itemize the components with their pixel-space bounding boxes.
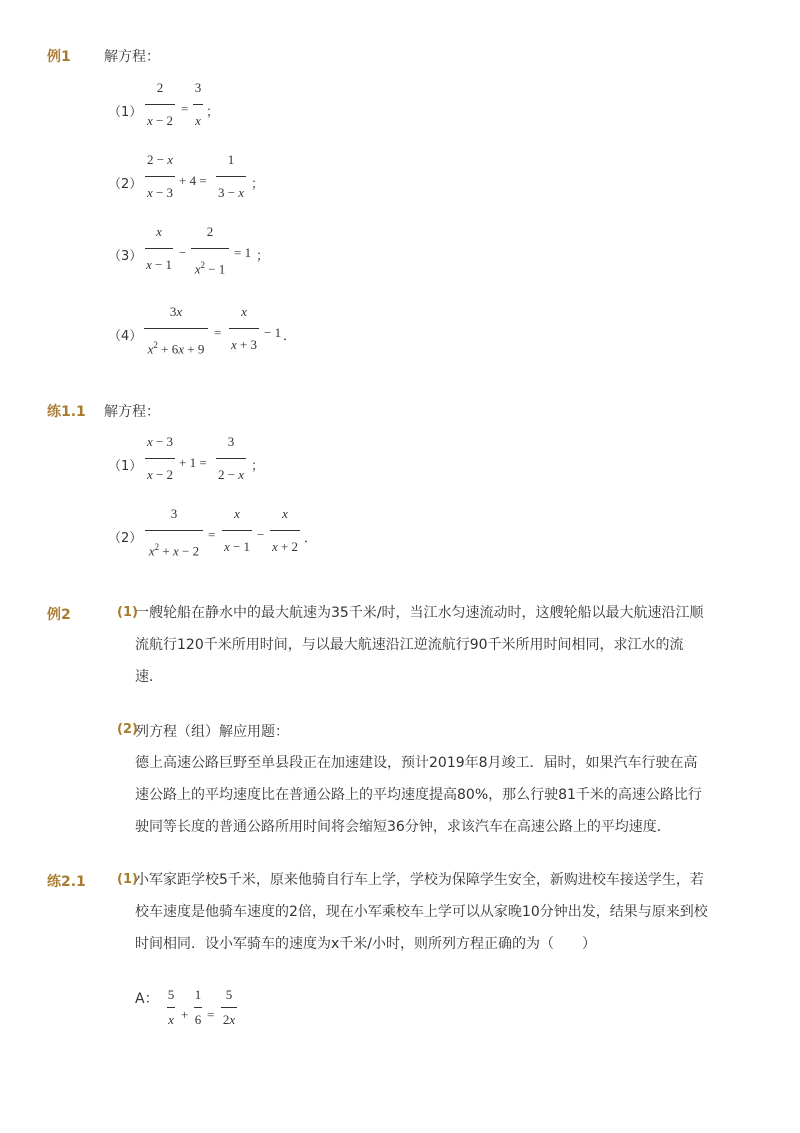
- fraction: 2 − x x − 3: [146, 152, 174, 200]
- text-line: 德上高速公路巨野至单县段正在加速建设，预计2019年8月竣工．届时，如果汽车行驶在高: [135, 755, 698, 771]
- eq-tail: ．: [283, 329, 297, 344]
- minus-sign: −: [179, 245, 187, 260]
- text-line: 速．: [135, 669, 163, 685]
- eq-tail: ；: [256, 249, 270, 264]
- fraction: 1 3 − x: [217, 152, 245, 200]
- practice-2-1-tag: 练2.1: [47, 874, 86, 890]
- equals-sign: =: [207, 1007, 215, 1022]
- equals-sign: =: [208, 527, 216, 542]
- example-2-tag: 例2: [47, 607, 71, 623]
- eq-tail: ；: [251, 177, 265, 192]
- part-2-label: (2): [117, 722, 138, 737]
- fraction: 3 $x^2 + x - 2$: [144, 506, 204, 559]
- part-1-label: (1): [117, 872, 138, 887]
- example-2-part-1-text-cont: [135, 629, 684, 693]
- fraction: 5 x: [167, 987, 175, 1027]
- equals-one: = 1: [234, 245, 252, 260]
- text-line: 校车速度是他骑车速度的2倍，现在小军乘校车上学可以从家晚10分钟出发，结果与原来到校: [135, 904, 708, 920]
- text-line: 速公路上的平均速度比在普通公路上的平均速度提高80%，那么行驶81千米的高速公路比行: [135, 787, 702, 803]
- minus-sign: −: [257, 527, 265, 542]
- fraction: x x − 1: [223, 506, 251, 554]
- fraction: 3 2 − x: [217, 434, 245, 482]
- practice-1-1-tag: 练1.1: [47, 404, 86, 420]
- fraction: 1 6: [194, 987, 202, 1027]
- equals-sign: =: [214, 325, 222, 340]
- fraction: x x + 3: [230, 304, 258, 352]
- text-line: 流航行120千米所用时间，与以最大航速沿江逆流航行90千米所用时间相同，求江水的流: [135, 637, 684, 653]
- text-line: 一艘轮船在静水中的最大航速为35千米/时，当江水匀速流动时，这艘轮船以最大航速沿江顺: [135, 605, 704, 621]
- eq-tail: ；: [206, 105, 220, 120]
- part-1-label: (1): [117, 605, 138, 620]
- plus-four: + 4 =: [179, 173, 207, 188]
- fraction: x x + 2: [271, 506, 299, 554]
- example-1-tag: 例1: [47, 49, 71, 65]
- plus-one: + 1 =: [179, 455, 207, 470]
- equals-sign: =: [181, 101, 189, 116]
- example-2-part-2-text: [135, 747, 702, 843]
- minus-one: − 1: [264, 325, 282, 340]
- fraction: 3 x: [194, 80, 202, 128]
- eq-label: （2）: [108, 177, 143, 192]
- plus-sign: +: [181, 1007, 189, 1022]
- fraction: 2 x − 2: [146, 80, 174, 128]
- part-2-title: 列方程（组）解应用题：: [135, 724, 289, 740]
- eq-label: （3）: [108, 249, 143, 264]
- eq-label: （4）: [108, 329, 143, 344]
- fraction: 5 2x: [222, 987, 236, 1027]
- option-a-label: A：: [135, 991, 159, 1007]
- fraction: 3x $x^2 + 6x + 9$: [144, 304, 208, 357]
- practice-1-1-intro: 解方程：: [104, 404, 160, 420]
- eq-label: （2）: [108, 531, 143, 546]
- practice-2-1-text: [135, 864, 708, 960]
- eq-label: （1）: [108, 105, 143, 120]
- example-1-intro: 解方程：: [104, 49, 160, 65]
- example-2-part-1-text: [135, 597, 704, 629]
- fraction: 2 $x^2 - 1$: [190, 224, 230, 277]
- eq-tail: ；: [251, 459, 265, 474]
- eq-label: （1）: [108, 459, 143, 474]
- text-line: 时间相同．设小军骑车的速度为x千米/小时，则所列方程正确的为（ ）: [135, 936, 596, 952]
- fraction: x − 3 x − 2: [146, 434, 174, 482]
- eq-tail: ．: [304, 531, 318, 546]
- text-line: 驶同等长度的普通公路所用时间将会缩短36分钟，求该汽车在高速公路上的平均速度．: [135, 819, 671, 835]
- text-line: 小军家距学校5千米，原来他骑自行车上学，学校为保障学生安全，新购进校车接送学生，若: [135, 872, 704, 888]
- fraction: x x − 1: [145, 224, 173, 272]
